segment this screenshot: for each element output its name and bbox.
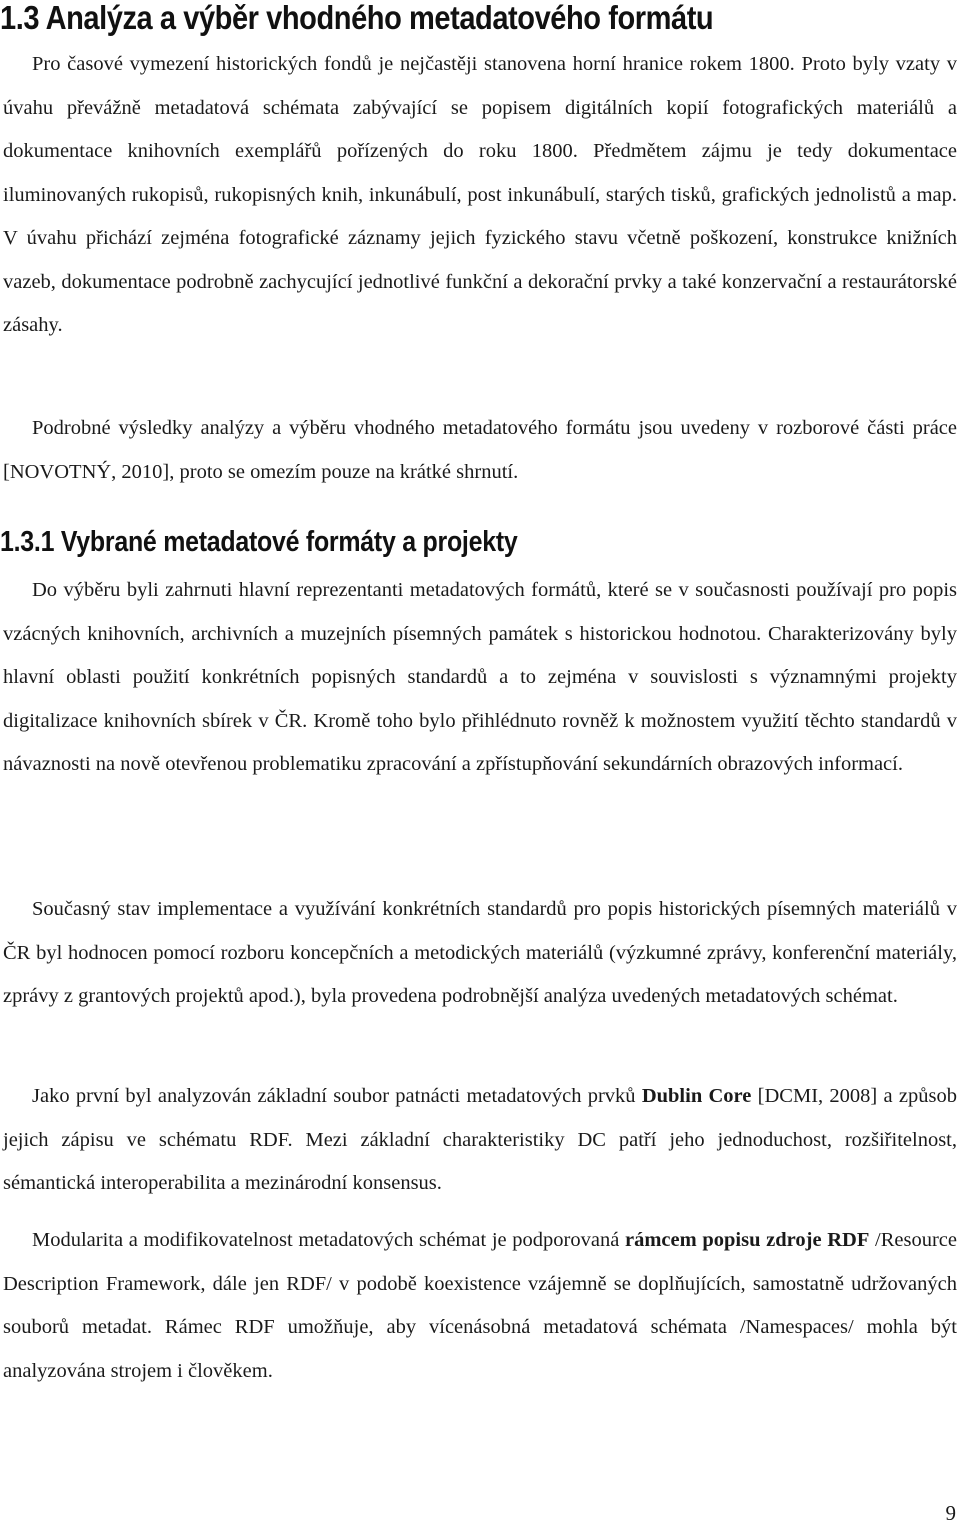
section-heading: 1.3 Analýza a výběr vhodného metadatového formátu xyxy=(0,0,714,36)
paragraph-dublin-core xyxy=(3,1075,957,1206)
paragraph-text: Modularita a modifikovatelnost metadatových schémat je podporovaná xyxy=(32,1229,625,1251)
paragraph-selection: Do výběru byli zahrnuti hlavní reprezentanti metadatových formátů, které se v současnosti používají pro popis vzácných knihovních, archivních a muzejních písemných památek s historickou hodnotou. Charakterizovány byly hlavní oblasti použití konkrétních popisných standardů a to zejména v souvislosti s významnými projekty digitalizace knihovních sbírek v ČR. Kromě toho bylo přihlédnuto rovněž k možnostem využití těchto standardů v návaznosti na nově otevřenou problematiku zpracování a zpřístupňování sekundárních obrazových informací. xyxy=(3,579,957,775)
emphasis-rdf-framework: rámcem popisu zdroje RDF xyxy=(624,1229,870,1251)
paragraph-text: [DCMI, 2008] a způsob jejich zápisu ve schématu RDF. Mezi základní charakteristiky DC patří jeho jednoduchost, rozšiřitelnost, sémantická interoperabilita a mezinárodní konsensus. xyxy=(3,1085,957,1194)
page-number: 9 xyxy=(945,1501,956,1525)
paragraph-results-summary: Podrobné výsledky analýzy a výběru vhodného metadatového formátu jsou uvedeny v rozborové části práce [NOVOTNÝ, 2010], proto se omezím pouze na krátké shrnutí. xyxy=(3,417,957,483)
paragraph-scope: Pro časové vymezení historických fondů je nejčastěji stanovena horní hranice rokem 1800. Proto byly vzaty v úvahu převážně metadatová schémata zabývající se popisem digitálních kopií fotografických materiálů a dokumentace knihovních exemplářů pořízených do roku 1800. Předmětem zájmu je tedy dokumentace iluminovaných rukopisů, rukopisných knih, inkunábulí, post inkunábulí, starých tisků, grafických jednolistů a map. V úvahu přichází zejména fotografické záznamy jejich fyzického stavu včetně poškození, konstrukce knižních vazeb, dokumentace podrobně zachycující jednotlivé funkční a dekorační prvky a také konzervační a restaurátorské zásahy. xyxy=(3,53,957,336)
paragraph-text: /Resource Description Framework, dále jen RDF/ v podobě koexistence vzájemně se doplňujících, samostatně udržovaných souborů metadat. Rámec RDF umožňuje, aby vícenásobná metadatová schémata /Namespaces/ mohla být analyzována strojem i člověkem. xyxy=(3,1229,957,1382)
subsection-heading: 1.3.1 Vybrané metadatové formáty a projekty xyxy=(0,526,518,558)
paragraph-implementation-state: Současný stav implementace a využívání konkrétních standardů pro popis historických písemných materiálů v ČR byl hodnocen pomocí rozboru koncepčních a metodických materiálů (výzkumné zprávy, konferenční materiály, zprávy z grantových projektů apod.), byla provedena podrobnější analýza uvedených metadatových schémat. xyxy=(3,898,957,1007)
paragraph-text: Jako první byl analyzován základní soubor patnácti metadatových prvků xyxy=(32,1085,642,1107)
paragraph-rdf xyxy=(3,1219,957,1393)
emphasis-dublin-core: Dublin Core xyxy=(641,1085,752,1107)
